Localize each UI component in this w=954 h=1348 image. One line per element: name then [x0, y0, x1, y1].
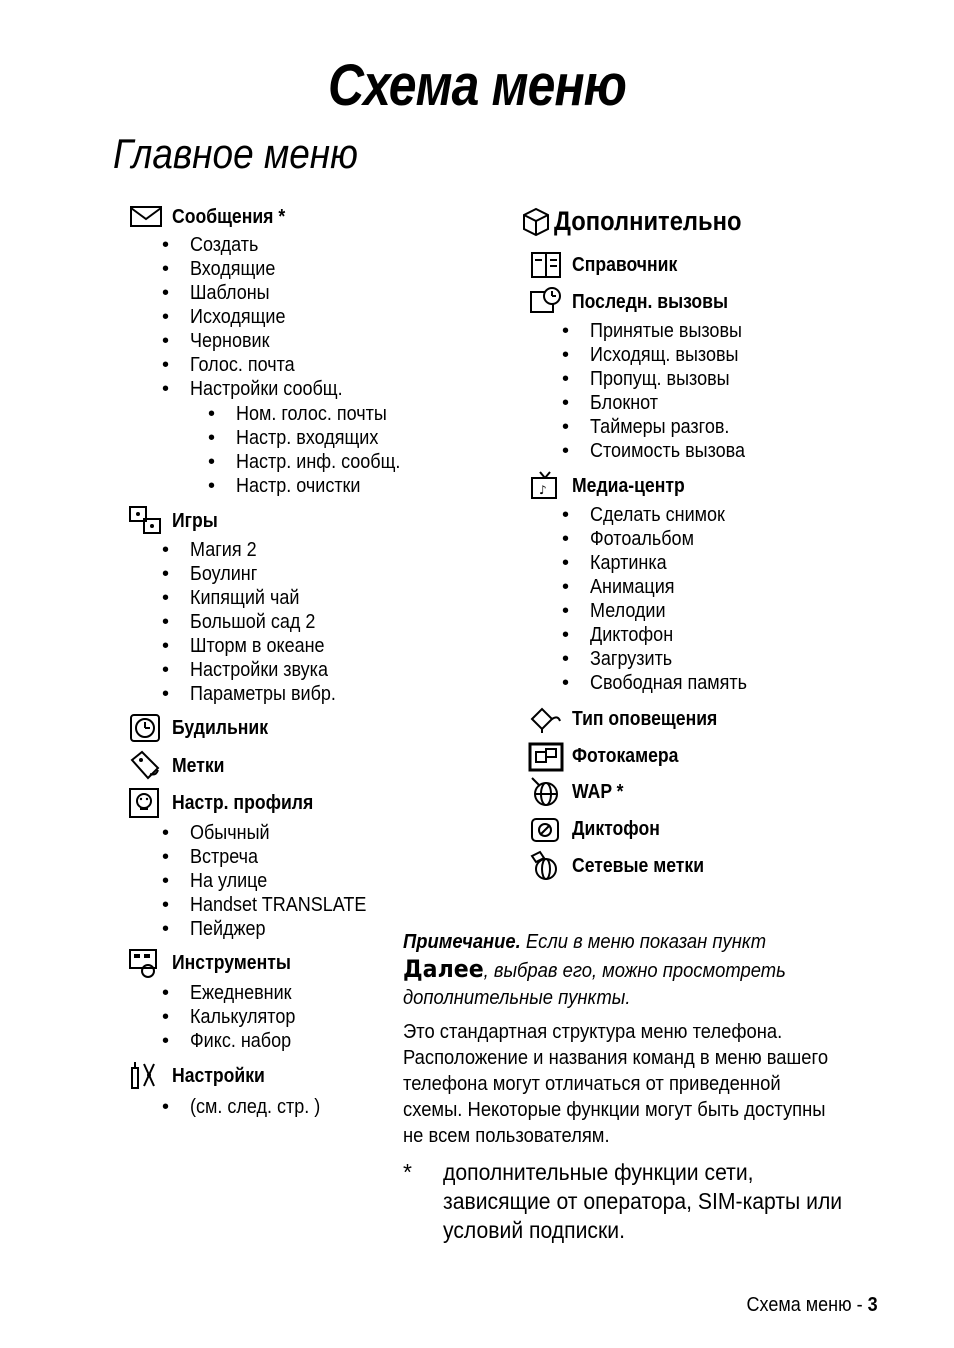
menu-ring-type-label: Тип оповещения — [572, 707, 718, 730]
menu-recorder-label: Диктофон — [572, 817, 660, 840]
note-text-after: , выбрав его, можно просмотреть дополнительные пункты. — [403, 960, 786, 1009]
menu-bookmarks-label: Метки — [172, 754, 225, 777]
menu-recent-calls — [528, 286, 749, 318]
menu-bookmarks — [128, 750, 232, 782]
menu-wap-label: WAP * — [572, 780, 624, 803]
menu-net-bookmarks-label: Сетевые метки — [572, 854, 705, 877]
menu-tools — [128, 947, 307, 979]
menu-settings — [128, 1060, 278, 1092]
bookmark-tag-icon — [128, 750, 164, 782]
menu-settings-label: Настройки — [172, 1064, 265, 1087]
menu-extra-label: Дополнительно — [554, 205, 742, 236]
menu-alarm — [128, 712, 281, 744]
page-footer — [747, 1294, 878, 1317]
note-text-before: Если в меню показан пункт — [520, 931, 767, 953]
menu-media — [528, 470, 700, 502]
envelope-icon — [128, 201, 164, 233]
footnote-text: дополнительные функции сети, зависящие от оператора, SIM-карты или условий подписки. — [443, 1159, 843, 1243]
menu-messages — [128, 201, 301, 233]
section-title: Главное меню — [113, 130, 358, 177]
menu-phonebook — [528, 249, 692, 281]
tools-icon — [128, 947, 164, 979]
menu-ring-type — [528, 703, 737, 735]
menu-profile-label: Настр. профиля — [172, 791, 314, 814]
profile-face-icon — [128, 787, 164, 819]
menu-profile — [128, 787, 333, 819]
menu-camera-label: Фотокамера — [572, 744, 679, 767]
menu-messages-label: Сообщения * — [172, 205, 286, 228]
menu-camera — [528, 740, 693, 772]
menu-recent-calls-label: Последн. вызовы — [572, 290, 729, 313]
settings-tools-icon — [128, 1060, 164, 1092]
menu-media-label: Медиа-центр — [572, 474, 685, 497]
svg-text:♪: ♪ — [539, 483, 547, 497]
camera-icon — [528, 740, 564, 772]
menu-phonebook-label: Справочник — [572, 253, 678, 276]
menu-wap — [528, 776, 631, 808]
voice-recorder-icon — [528, 813, 564, 845]
page-title: Схема меню — [327, 53, 627, 118]
alarm-clock-icon — [128, 712, 164, 744]
description-paragraph: Это стандартная структура меню телефона. Расположение и названия команд в меню вашего телефона могут отличаться от приведенной схемы. Некоторые функции могут быть доступны не всем пользователям. — [403, 1021, 829, 1147]
recent-calls-icon — [528, 286, 564, 318]
note — [403, 929, 835, 1012]
footer-label: Схема меню - — [746, 1294, 868, 1316]
dice-icon — [128, 505, 164, 537]
footnote-marker: * — [403, 1159, 412, 1185]
menu-extra — [518, 205, 767, 237]
menu-games — [128, 505, 224, 537]
menu-tools-label: Инструменты — [172, 951, 291, 974]
globe-icon — [528, 776, 564, 808]
note-heading: Примечание. — [403, 931, 521, 953]
menu-net-bookmarks — [528, 850, 722, 882]
network-bookmark-icon — [528, 850, 564, 882]
extras-box-icon — [518, 205, 548, 237]
menu-games-label: Игры — [172, 509, 218, 532]
menu-recorder — [528, 813, 672, 845]
bell-icon — [528, 703, 564, 735]
media-tv-icon — [528, 470, 564, 502]
page-number: 3 — [867, 1294, 878, 1316]
menu-alarm-label: Будильник — [172, 716, 269, 739]
phonebook-icon — [528, 249, 564, 281]
more-label: Далее — [403, 955, 484, 983]
